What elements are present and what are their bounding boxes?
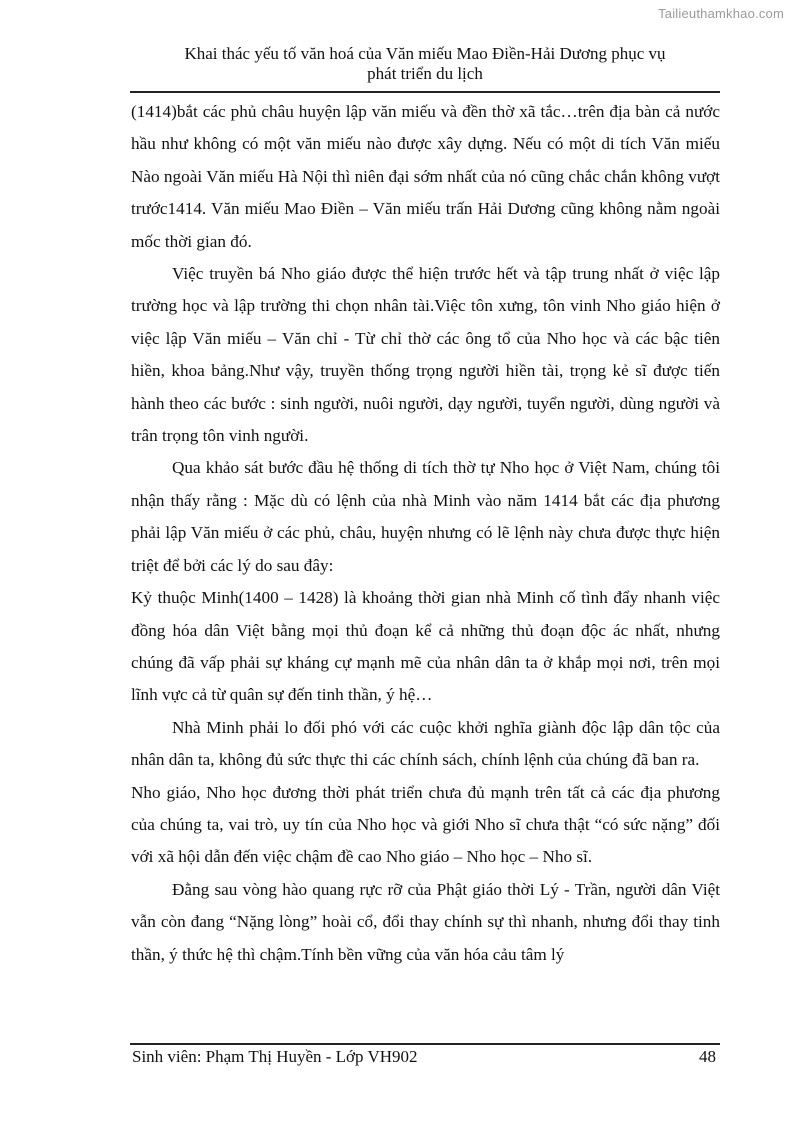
paragraph: Đằng sau vòng hào quang rực rỡ của Phật giáo thời Lý - Trần, người dân Việt vẫn còn đang “Nặng lòng” hoài cổ, đổi thay chính sự thì nhanh, nhưng đổi thay tinh thần, ý thức hệ thì chậm.Tính bền vững của văn hóa cảu tâm lý xyxy=(131,879,720,964)
paragraph: Nho giáo, Nho học đương thời phát triển chưa đủ mạnh trên tất cả các địa phương của chúng ta, vai trò, uy tín của Nho học và giới Nho sĩ chưa thật “có sức nặng” đối với xã hội dẫn đến việc chậm đề cao Nho giáo – Nho học – Nho sĩ. xyxy=(131,782,720,867)
paragraph: (1414)bắt các phủ châu huyện lập văn miếu và đền thờ xã tắc…trên địa bàn cả nước hầu như không có một văn miếu nào được xây dựng. Nếu có một di tích Văn miếu Nào ngoài Văn miếu Hà Nội thì niên đại sớm nhất của nó cũng chắc chắn không vượt trước1414. Văn miếu Mao Điền – Văn miếu trấn Hải Dương cũng không nằm ngoài mốc thời gian đó. xyxy=(131,102,720,251)
watermark: Tailieuthamkhao.com xyxy=(658,6,784,21)
paragraph: Nhà Minh phải lo đối phó với các cuộc khởi nghĩa giành độc lập dân tộc của nhân dân ta, không đủ sức thực thi các chính sách, chính lệnh của chúng đã ban ra. xyxy=(131,717,720,770)
header-title-line-1: Khai thác yếu tố văn hoá của Văn miếu Mao Điền-Hải Dương phục vụ xyxy=(184,44,666,63)
header-divider xyxy=(130,91,720,93)
footer-student-info: Sinh viên: Phạm Thị Huyền - Lớp VH902 xyxy=(132,1047,418,1066)
paragraph: Kỷ thuộc Minh(1400 – 1428) là khoảng thời gian nhà Minh cố tình đẩy nhanh việc đồng hóa dân Việt bằng mọi thủ đoạn kể cả những thủ đoạn độc ác nhất, nhưng chúng đã vấp phải sự kháng cự mạnh mẽ của nhân dân ta ở khắp mọi nơi, trên mọi lĩnh vực cả từ quân sự đến tinh thần, ý hệ… xyxy=(131,588,720,705)
page-number: 48 xyxy=(699,1047,716,1066)
paragraph: Việc truyền bá Nho giáo được thể hiện trước hết và tập trung nhất ở việc lập trường học và lập trường thi chọn nhân tài.Việc tôn xưng, tôn vinh Nho giáo hiện ở việc lập Văn miếu – Văn chỉ - Từ chỉ thờ các ông tổ của Nho học và các bậc tiên hiền, khoa bảng.Như vậy, truyền thống trọng người hiền tài, trọng kẻ sĩ được tiến hành theo các bước : sinh người, nuôi người, dạy người, tuyển người, dùng người và trân trọng tôn vinh người. xyxy=(131,264,720,446)
footer-divider xyxy=(130,1043,720,1045)
paragraph: Qua khảo sát bước đầu hệ thống di tích thờ tự Nho học ở Việt Nam, chúng tôi nhận thấy rằng : Mặc dù có lệnh của nhà Minh vào năm 1414 bắt các địa phương phải lập Văn miếu ở các phủ, châu, huyện nhưng có lẽ lệnh này chưa được thực hiện triệt để bởi các lý do sau đây: xyxy=(131,458,720,575)
header-title-line-2: phát triển du lịch xyxy=(367,64,483,83)
page-header xyxy=(130,44,720,84)
body-text xyxy=(131,96,720,971)
